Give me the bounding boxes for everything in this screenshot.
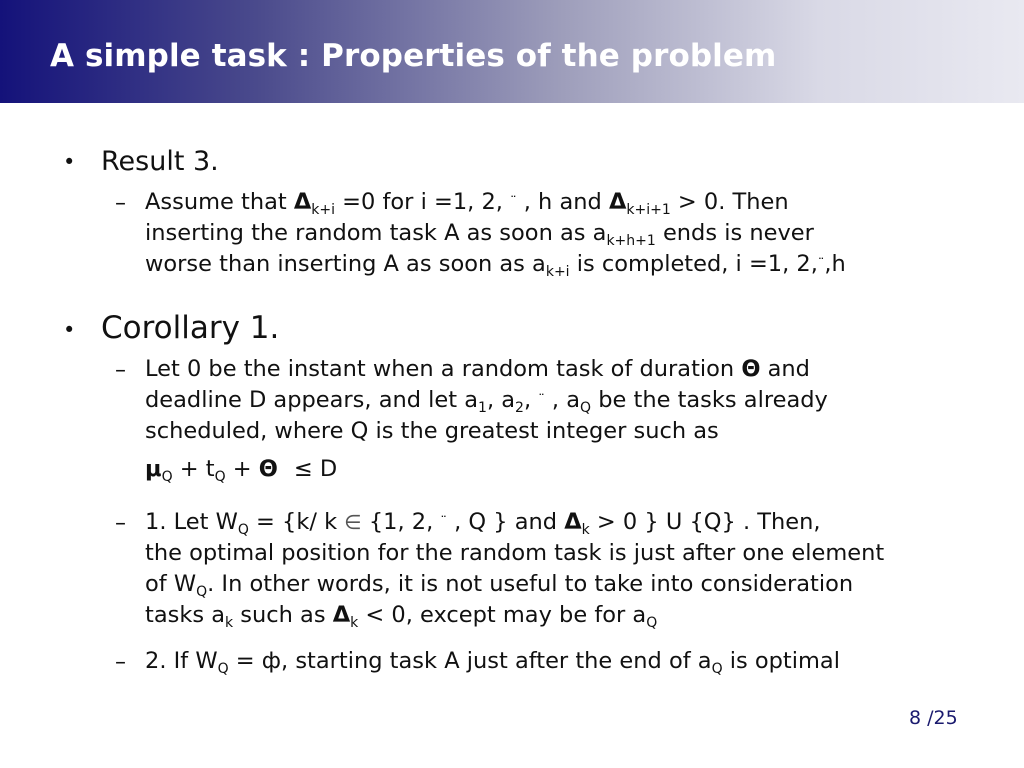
corollary-line-1: Let 0 be the instant when a random task of duration Θ and (145, 356, 810, 382)
corollary-line-2: deadline D appears, and let $a_1$, $a_2$, ¨ , $a_Q$ be the tasks already (145, 387, 828, 416)
corollary-formula: $\mu_Q + t_Q + \Theta \le D$ (145, 456, 338, 485)
title-bar (0, 0, 1024, 103)
result3-line-2: inserting the random task A as soon as $a_{k+h+1}$ ends is never (145, 220, 814, 249)
dash-result3: – (115, 191, 126, 216)
leq-symbol: ≤ (293, 456, 313, 482)
ellipsis-symbol: ¨ (440, 515, 447, 530)
bullet-result3: • (63, 150, 76, 174)
item1-line-3: of $W_Q$. In other words, it is not useful to take into consideration (145, 571, 854, 600)
corollary-line-3: scheduled, where Q is the greatest integer such as (145, 418, 719, 444)
page-number: 8 /25 (909, 707, 958, 729)
item1-line-4: tasks $a_k$ such as $\Delta_k < 0$, except may be for $a_Q$ (145, 602, 658, 631)
delta-symbol: Δ (332, 602, 351, 628)
item1-line-1: 1. Let $W_Q = \{k/$ k ∈ {1, 2, ¨ , Q } and $\Delta_k > 0$ } U {Q} . Then, (145, 509, 821, 538)
item1-line-2: the optimal position for the random task is just after one element (145, 540, 885, 566)
dash-item0: – (115, 358, 126, 383)
result3-line-3: worse than inserting A as soon as $a_{k+i}$ is completed, i =1, 2,¨,h (145, 251, 846, 280)
slide-title: A simple task : Properties of the problem (50, 38, 777, 74)
element-of-symbol: ∈ (344, 510, 362, 534)
ellipsis-symbol: ¨ (510, 195, 517, 210)
ellipsis-symbol: ¨ (538, 393, 545, 408)
theta-symbol: Θ (258, 456, 278, 482)
mu-symbol: μ (145, 456, 162, 482)
corollary1-heading: Corollary 1. (101, 310, 280, 346)
delta-symbol: Δ (564, 509, 582, 535)
theta-symbol: Θ (741, 356, 761, 382)
empty-set-symbol: ф (261, 648, 282, 674)
dash-item1: – (115, 511, 126, 536)
ellipsis-symbol: ¨ (817, 257, 825, 272)
result3-heading: Result 3. (101, 146, 219, 177)
result3-line-1: Assume that $\Delta_{k+i} =0$ for i =1, 2, ¨ , h and $\Delta_{k+i+1} > 0$. Then (145, 189, 789, 218)
dash-item2: – (115, 650, 126, 675)
delta-symbol: Δ (608, 189, 627, 215)
bullet-corollary1: • (63, 318, 76, 342)
delta-symbol: Δ (293, 189, 312, 215)
item2-line-1: 2. If $W_Q = ф$, starting task A just after the end of $a_Q$ is optimal (145, 648, 840, 677)
